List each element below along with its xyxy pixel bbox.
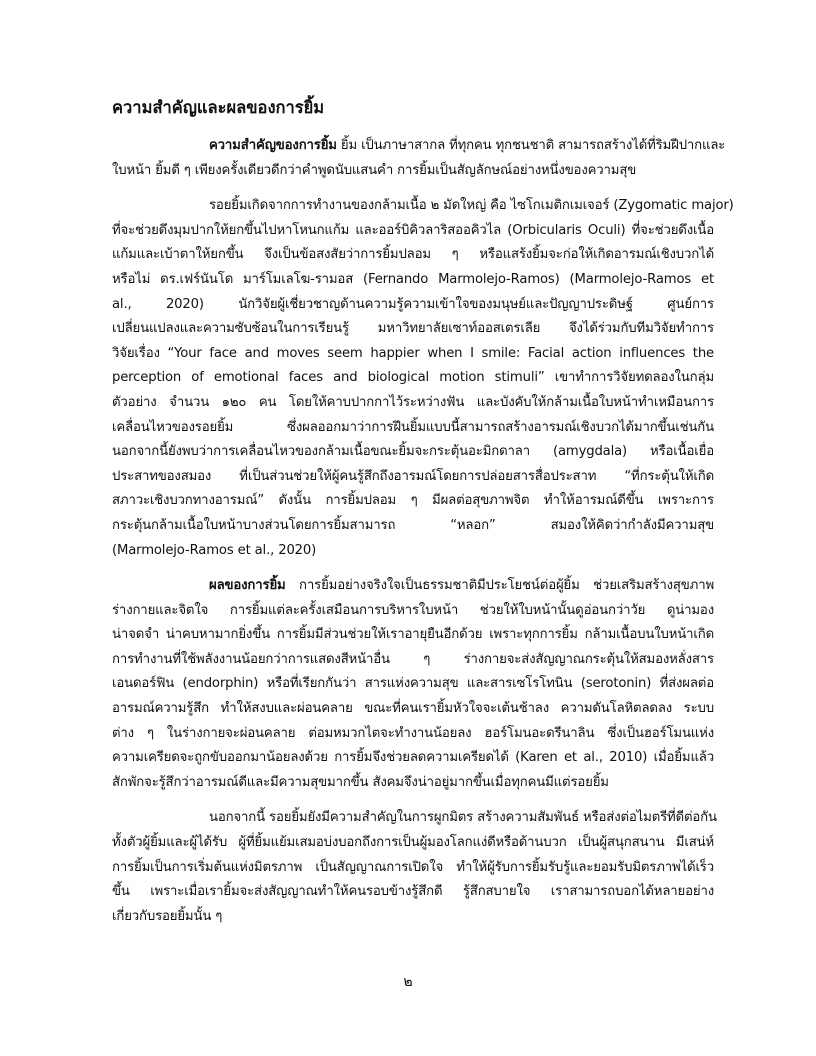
text-line: ผลของการยิ้ม การยิ้มอย่างจริงใจเป็นธรรมชาติมีประโยชน์ต่อผู้ยิ้ม ช่วยเสริมสร้างสุขภาพ — [209, 578, 714, 594]
citation-line: (Marmolejo-Ramos et al., 2020) — [112, 542, 317, 558]
text-line: การทำงานที่ใช้พลังงานน้อยกว่าการแสดงสีหน้าอื่น ๆ ร่างกายจะส่งสัญญาณกระตุ้นให้สมองหลั่งสาร — [112, 651, 714, 667]
text-line: วิจัยเรื่อง “Your face and moves seem happier when I smile: Facial action influences the — [112, 345, 714, 361]
text-line: ความสำคัญของการยิ้ม ยิ้ม เป็นภาษาสากล ที่ทุกคน ทุกชนชาติ สามารถสร้างได้ที่ริมฝีปากและ — [209, 138, 726, 153]
text-line: ต่าง ๆ ในร่างกายจะผ่อนคลาย ต่อมหมวกไตจะทำงานน้อยลง ฮอร์โมนอะดรีนาลิน ซึ่งเป็นฮอร์โมนแห่ง — [112, 725, 714, 741]
text-line: perception of emotional faces and biological motion stimuli” เขาทำการวิจัยทดลองในกลุ่ม — [112, 370, 714, 386]
text-line: นอกจากนี้ยังพบว่าการเคลื่อนไหวของกล้ามเนื้อขณะยิ้มจะกระตุ้นอะมิกดาลา (amygdala) หรือเนื้อเยื่อ — [112, 444, 714, 460]
text-line: เกี่ยวกับรอยยิ้มนั้น ๆ — [112, 908, 223, 924]
text-line: ความเครียดจะถูกขับออกมาน้อยลงด้วย การยิ้มจึงช่วยลดความเครียดได้ (Karen et al., 2010) เมื่อยิ้มแล้ว — [112, 750, 714, 766]
text-line: ขึ้น เพราะเมื่อเรายิ้มจะส่งสัญญาณทำให้คนรอบข้างรู้สึกดี รู้สึกสบายใจ เราสามารถบอกได้หลายอย่าง — [112, 884, 714, 900]
text-line: ประสาทของสมอง ที่เป็นส่วนช่วยให้ผู้คนรู้สึกถึงอารมณ์โดยการปล่อยสารสื่อประสาท “ที่กระตุ้นให้เกิด — [112, 468, 714, 484]
text-line: ใบหน้า ยิ้มดี ๆ เพียงครั้งเดียวดีกว่าคำพูดนับแสนคำ การยิ้มเป็นสัญลักษณ์อย่างหนึ่งของความสุข — [112, 162, 637, 178]
paragraph-effects-of-smiling — [112, 574, 714, 795]
text-line: รอยยิ้มเกิดจากการทำงานของกล้ามเนื้อ ๒ มัดใหญ่ คือ ไซโกเมติกเมเจอร์ (Zygomatic major) — [209, 198, 734, 214]
text-line: แก้มและเบ้าตาให้ยกขึ้น จึงเป็นข้อสงสัยว่าการยิ้มปลอม ๆ หรือแสร้งยิ้มจะก่อให้เกิดอารมณ์เชิงบวกได้ — [112, 247, 714, 263]
text-line: สภาวะเชิงบวกทางอารมณ์” ดังนั้น การยิ้มปลอม ๆ มีผลต่อสุขภาพจิต ทำให้อารมณ์ดีขึ้น เพราะการ — [112, 493, 714, 509]
text-line: ทั้งตัวผู้ยิ้มและผู้ได้รับ ผู้ที่ยิ้มแย้มเสมอบ่งบอกถึงการเป็นผู้มองโลกแง่ดีหรือด้านบวก เป็นผู้สนุกสนาน มีเสน่ห์ — [112, 835, 714, 851]
paragraph-smile-friendship — [112, 806, 717, 929]
text-line: หรือไม่ ดร.เฟร์นันโด มาร์โมเลโฆ-รามอส (Fernando Marmolejo-Ramos) (Marmolejo-Ramos et — [112, 271, 714, 287]
page-number: ๒ — [403, 974, 413, 990]
text-line: การยิ้มเป็นการเริ่มต้นแห่งมิตรภาพ เป็นสัญญาณการเปิดใจ ทำให้ผู้รับการยิ้มรับรู้และยอมรับมิตรภาพได้เร็ว — [112, 859, 714, 875]
text-line: สักพักจะรู้สึกว่าอารมณ์ดีและมีความสุขมากขึ้น สังคมจึงน่าอยู่มากขึ้นเมื่อทุกคนมีแต่รอยยิ้ม — [112, 774, 609, 790]
bold-lead-term: ผลของการยิ้ม — [209, 578, 286, 594]
text-line: ที่จะช่วยดึงมุมปากให้ยกขึ้นไปหาโหนกแก้ม และออร์บิคิวลาริสออคิวไล (Orbicularis Oculi) ที่จะช่วยดึงเนื้อ — [112, 222, 714, 238]
text-line: ร่างกายและจิตใจ การยิ้มแต่ละครั้งเสมือนการบริหารใบหน้า ช่วยให้ใบหน้านั้นดูอ่อนกว่าวัย ดูน่ามอง — [112, 602, 714, 618]
text-line: ตัวอย่าง จำนวน ๑๒๐ คน โดยให้คาบปากกาไว้ระหว่างฟัน และบังคับให้กล้ามเนื้อใบหน้าทำเหมือนการ — [112, 394, 714, 410]
text-line: al., 2020) นักวิจัยผู้เชี่ยวชาญด้านความรู้ความเข้าใจของมนุษย์และปัญญาประดิษฐ์ ศูนย์การ — [112, 296, 714, 312]
paragraph-smile-muscles-research — [112, 194, 734, 563]
paragraph-importance-of-smiling — [112, 134, 726, 183]
text-line: นอกจากนี้ รอยยิ้มยังมีความสำคัญในการผูกมิตร สร้างความสัมพันธ์ หรือส่งต่อไมตรีที่ดีต่อกัน — [209, 810, 717, 826]
text-line: เปลี่ยนแปลงและความซับซ้อนในการเรียนรู้ มหาวิทยาลัยเซาท์ออสเตรเลีย จึงได้ร่วมกับทีมวิจัยทำการ — [112, 321, 714, 337]
bold-lead-term: ความสำคัญของการยิ้ม — [209, 138, 337, 153]
page-content — [112, 96, 734, 940]
text-line: น่าจดจำ น่าคบหามากยิ่งขึ้น การยิ้มมีส่วนช่วยให้เราอายุยืนอีกด้วย เพราะทุกการยิ้ม กล้ามเนื้อบนใบหน้าเกิด — [112, 627, 714, 643]
section-heading: ความสำคัญและผลของการยิ้ม — [112, 98, 325, 117]
text-line: กระตุ้นกล้ามเนื้อใบหน้าบางส่วนโดยการยิ้มสามารถ “หลอก” สมองให้คิดว่ากำลังมีความสุข — [112, 517, 714, 533]
text-line: อารมณ์ความรู้สึก ทำให้สงบและผ่อนคลาย ขณะที่คนเรายิ้มหัวใจจะเต้นช้าลง ความดันโลหิตลดลง ระบบ — [112, 701, 714, 717]
text-line: เอนดอร์ฟิน (endorphin) หรือที่เรียกกันว่า สารแห่งความสุข และสารเซโรโทนิน (serotonin) ที่ส่งผลต่อ — [112, 676, 714, 692]
text-line: เคลื่อนไหวของรอยยิ้ม ซึ่งผลออกมาว่าการฝึนยิ้มแบบนี้สามารถสร้างอารมณ์เชิงบวกได้มากขึ้นเช่นกัน — [112, 419, 714, 435]
